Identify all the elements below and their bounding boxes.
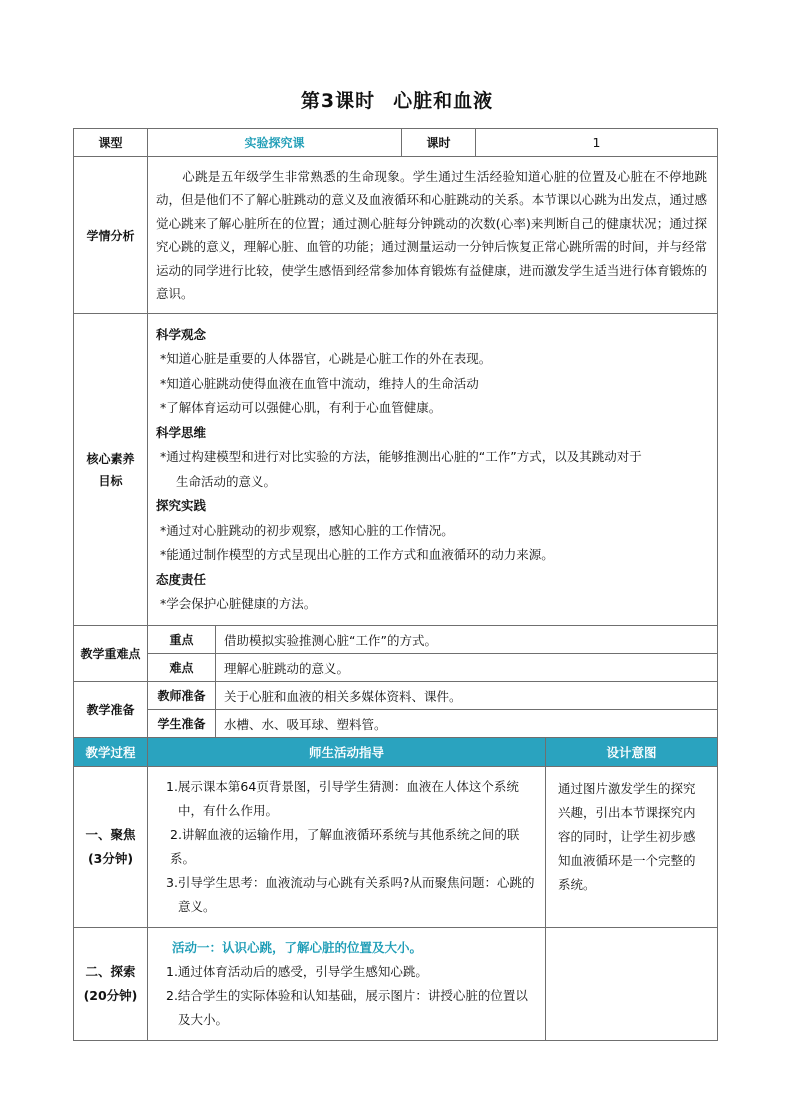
goals-cell [148,314,718,626]
student-prep-value: 水槽、水、吸耳球、塑料管。 [216,710,718,738]
process-header-row [74,738,718,767]
lesson-type-label: 课型 [74,129,148,157]
goals-row [74,314,718,626]
teacher-prep-label: 教师准备 [148,682,216,710]
science-concept-heading: 科学观念 [156,326,207,342]
analysis-label: 学情分析 [74,157,148,314]
student-prep-label: 学生准备 [148,710,216,738]
goals-label-line1: 核心素养 [86,451,135,466]
stage2-step-1: 1.通过体育活动后的感受，引导学生感知心跳。 [166,964,428,979]
science-thinking-item: *通过构建模型和进行对比实验的方法，能够推测出心脏的“工作”方式，以及其跳动对于 [160,449,642,464]
goals-label-line2: 目标 [98,473,123,488]
preparation-label: 教学准备 [74,682,148,738]
lesson-number: 第3课时 [300,90,376,112]
stage2-steps [148,928,546,1041]
process-col-activity: 师生活动指导 [148,738,546,767]
stage1-time: (3分钟) [87,851,134,866]
inquiry-item-1: *通过对心脏跳动的初步观察，感知心脏的工作情况。 [160,522,454,538]
stage1-row [74,767,718,928]
science-concept-item-2: *知道心脏跳动使得血液在血管中流动，维持人的生命活动 [160,375,479,391]
stage1-step-3: 3.引导学生思考：血液流动与心跳有关系吗?从而聚焦问题：心跳的意义。 [166,875,535,914]
analysis-cell [148,157,718,314]
stage1-label [74,767,148,928]
teacher-prep-value: 关于心脏和血液的相关多媒体资料、课件。 [216,682,718,710]
stage1-steps [148,767,546,928]
stage2-name: 二、探索 [85,964,136,979]
lesson-type-row [74,129,718,157]
stage1-step-1: 1.展示课本第64页背景图，引导学生猜测：血液在人体这个系统中，有什么作用。 [166,779,519,818]
stage2-step-2: 2.结合学生的实际体验和认知基础，展示图片：讲授心脏的位置以及大小。 [166,988,528,1027]
process-col-stage: 教学过程 [74,738,148,767]
stage2-time: (20分钟) [83,988,138,1003]
science-concept-item-1: *知道心脏是重要的人体器官，心跳是心脏工作的外在表现。 [160,351,492,366]
inquiry-item-2: *能通过制作模型的方式呈现出心脏的工作方式和血液循环的动力来源。 [160,547,554,562]
stage2-activity-title: 活动一：认识心跳，了解心脏的位置及大小。 [172,940,423,955]
student-prep-row [74,710,718,738]
difficulty-value: 理解心脏跳动的意义。 [216,654,718,682]
lesson-hours-value: 1 [476,129,718,157]
lesson-hours-label: 课时 [402,129,476,157]
attitude-item-1: *学会保护心脏健康的方法。 [160,596,317,611]
attitude-heading: 态度责任 [156,571,207,587]
goals-label [74,314,148,626]
stage1-intent: 通过图片激发学生的探究兴趣，引出本节课探究内容的同时，让学生初步感知血液循环是一个完整的系统。 [546,767,718,928]
stage2-label [74,928,148,1041]
science-thinking-heading: 科学思维 [156,424,207,440]
lesson-type-value: 实验探究课 [148,129,402,157]
inquiry-heading: 探究实践 [156,498,207,513]
focus-value: 借助模拟实验推测心脏“工作”的方式。 [216,626,718,654]
page-title [0,86,794,113]
analysis-text: 心跳是五年级学生非常熟悉的生命现象。学生通过生活经验知道心脏的位置及心脏在不停地跳动，但是他们不了解心脏跳动的意义及血液循环和心脏跳动的关系。本节课以心跳为出发点，通过感觉心跳来了解心脏所在的位置；通过测心脏每分钟跳动的次数(心率)来判断自己的健康状况；通过探究心跳的意义，理解心脏、血管的功能；通过测量运动一分钟后恢复正常心跳所需的时间，并与经常运动的同学进行比较，使学生感悟到经常参加体育锻炼有益健康，进而激发学生适当进行体育锻炼的意识。 [156,168,708,301]
teacher-prep-row [74,682,718,710]
stage2-intent [546,928,718,1041]
stage1-step-2: 2.讲解血液的运输作用，了解血液循环系统与其他系统之间的联系。 [170,827,520,866]
focus-row [74,626,718,654]
science-thinking-item-cont: 生命活动的意义。 [176,473,277,489]
stage2-row [74,928,718,1041]
lesson-plan-table [73,128,718,1041]
analysis-row [74,157,718,314]
process-col-intent: 设计意图 [546,738,718,767]
difficulty-row [74,654,718,682]
science-concept-item-3: *了解体育运动可以强健心肌，有利于心血管健康。 [160,400,442,415]
focus-label: 重点 [148,626,216,654]
difficulty-label: 难点 [148,654,216,682]
key-points-label: 教学重难点 [74,626,148,682]
stage1-name: 一、聚焦 [85,827,136,842]
lesson-topic: 心脏和血液 [393,90,494,112]
